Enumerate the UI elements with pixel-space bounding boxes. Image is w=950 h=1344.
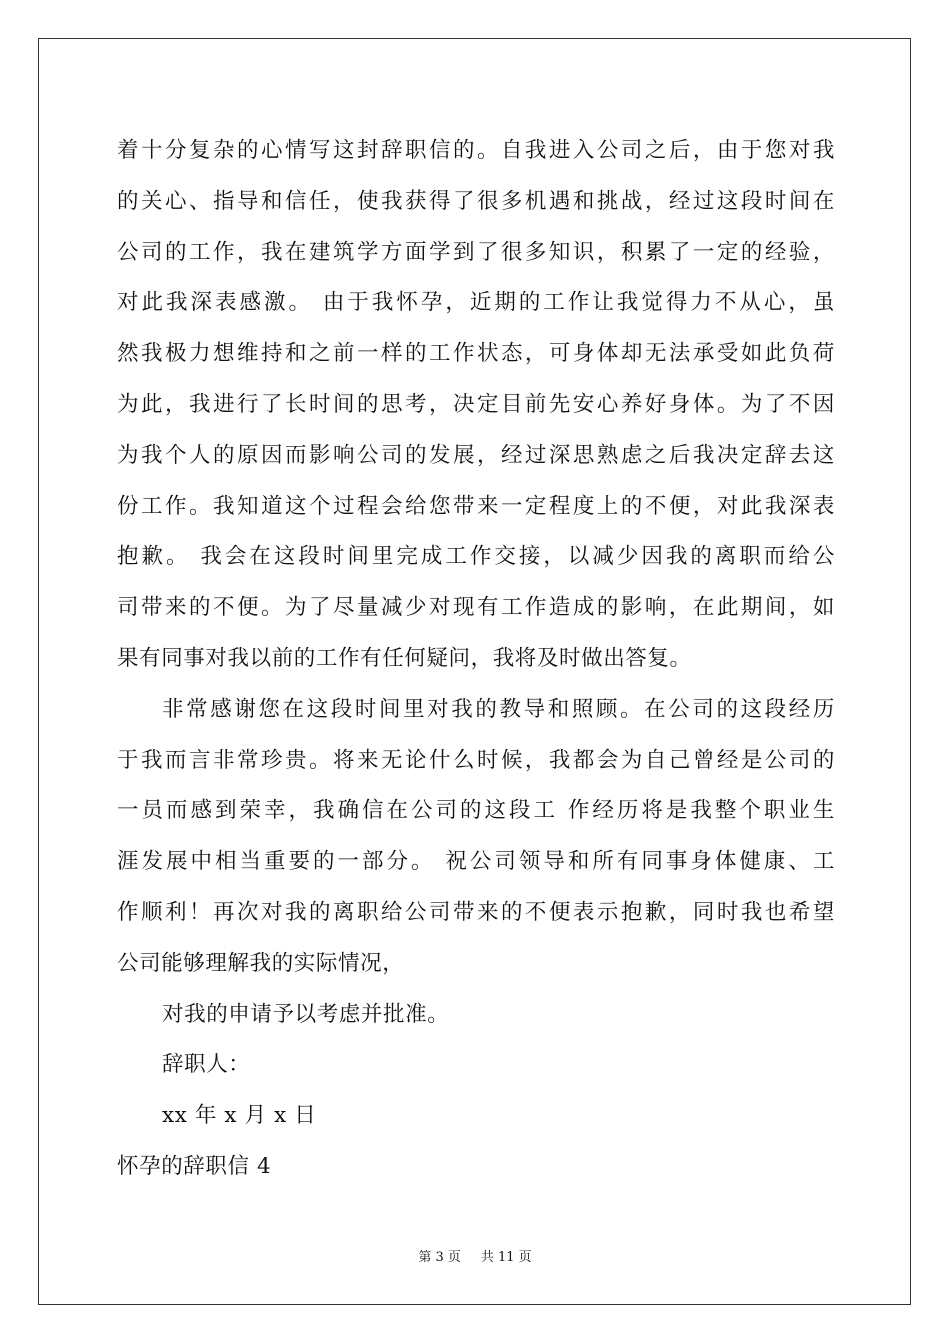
text-line: 司带来的不便。为了尽量减少对现有工作造成的影响，在此期间，如 — [117, 595, 835, 621]
text-line: 涯发展中相当重要的一部分。 祝公司领导和所有同事身体健康、工 — [117, 849, 835, 875]
section-heading: 怀孕的辞职信 4 — [117, 1153, 272, 1179]
letter-date: xx 年 x 月 x 日 — [162, 1103, 317, 1129]
paragraph-2 — [117, 685, 835, 990]
text-line: 份工作。我知道这个过程会给您带来一定程度上的不便，对此我深表 — [117, 493, 835, 519]
text-line: 非常感谢您在这段时间里对我的教导和照顾。在公司的这段经历 — [162, 696, 835, 722]
text-line: 作顺利！再次对我的离职给公司带来的不便表示抱歉，同时我也希望 — [117, 899, 835, 925]
text-line: 然我极力想维持和之前一样的工作状态，可身体却无法承受如此负荷 — [117, 341, 835, 367]
text-line: 抱歉。 我会在这段时间里完成工作交接，以减少因我的离职而给公 — [117, 544, 835, 570]
page-number: 第 3 页 — [418, 1250, 461, 1265]
text-line: 着十分复杂的心情写这封辞职信的。自我进入公司之后，由于您对我 — [117, 138, 835, 163]
page-total: 共 11 页 — [480, 1250, 532, 1265]
text-line: 的关心、指导和信任，使我获得了很多机遇和挑战，经过这段时间在 — [117, 188, 835, 214]
text-line: 为我个人的原因而影响公司的发展，经过深思熟虑之后我决定辞去这 — [117, 442, 835, 468]
closing-request: 对我的申请予以考虑并批准。 — [162, 1001, 450, 1027]
text-line: 为此，我进行了长时间的思考，决定目前先安心养好身体。为了不因 — [117, 391, 835, 417]
text-line: 公司的工作，我在建筑学方面学到了很多知识，积累了一定的经验， — [117, 239, 835, 265]
paragraph-1 — [117, 126, 835, 685]
page-footer — [0, 1246, 950, 1265]
text-line: 公司能够理解我的实际情况， — [117, 950, 405, 976]
letter-body — [117, 126, 835, 1193]
text-line: 一员而感到荣幸，我确信在公司的这段工 作经历将是我整个职业生 — [117, 798, 835, 824]
text-line: 对此我深表感激。 由于我怀孕，近期的工作让我觉得力不从心，虽 — [117, 290, 835, 316]
signature-label: 辞职人： — [162, 1052, 251, 1078]
text-line: 果有同事对我以前的工作有任何疑问，我将及时做出答复。 — [117, 645, 692, 671]
text-line: 于我而言非常珍贵。将来无论什么时候，我都会为自己曾经是公司的 — [117, 747, 835, 773]
